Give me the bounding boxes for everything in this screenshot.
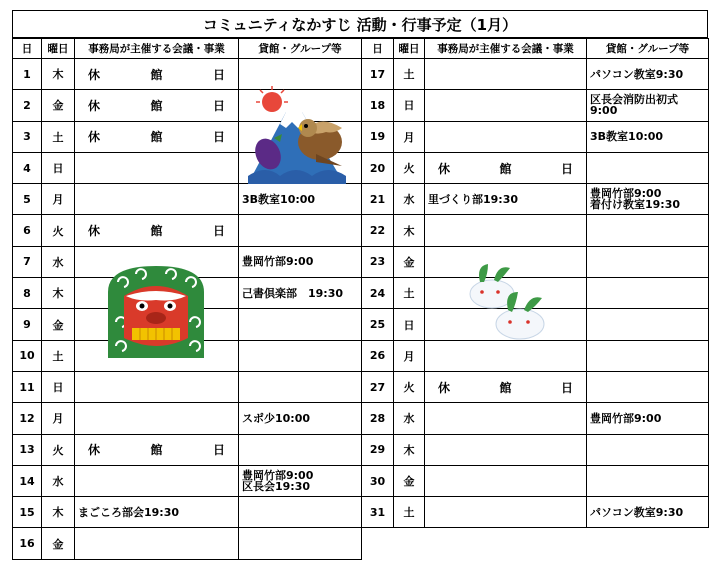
day-number: 31: [362, 497, 394, 528]
weekday-cell: 土: [42, 121, 75, 152]
rental-cell: [239, 340, 362, 371]
weekday-cell: 月: [394, 340, 425, 371]
rental-line: 区長会19:30: [242, 480, 311, 493]
header-events: 事務局が主催する会議・事業: [425, 39, 587, 59]
calendar-row: [13, 465, 362, 496]
calendar-row: [362, 434, 709, 465]
weekday-cell: 木: [42, 497, 75, 528]
day-number: 8: [13, 278, 42, 309]
day-number: 24: [362, 278, 394, 309]
event-cell: [425, 121, 587, 152]
header-weekday: 曜日: [42, 39, 75, 59]
weekday-cell: 水: [394, 403, 425, 434]
closed-char: 館: [150, 67, 163, 82]
weekday-cell: 日: [394, 309, 425, 340]
closed-char: 日: [212, 224, 225, 239]
day-number: 12: [13, 403, 42, 434]
closed-char: 休: [88, 67, 101, 82]
closed-char: 日: [212, 130, 225, 145]
closed-day-cell: [75, 121, 239, 152]
closed-char: 休: [438, 380, 451, 395]
closed-label: [78, 97, 235, 114]
weekday-cell: 金: [394, 465, 425, 496]
calendar-row: [13, 528, 362, 559]
day-number: 7: [13, 246, 42, 277]
event-cell: [425, 215, 587, 246]
weekday-cell: 金: [42, 90, 75, 121]
rental-cell: [587, 371, 709, 402]
rental-cell: [239, 215, 362, 246]
closed-day-cell: [75, 59, 239, 90]
weekday-cell: 土: [394, 59, 425, 90]
rental-line: 9:00: [590, 104, 618, 118]
header-weekday: 曜日: [394, 39, 425, 59]
rental-cell: [239, 309, 362, 340]
weekday-cell: 水: [42, 246, 75, 277]
rental-cell: [587, 465, 709, 496]
closed-day-cell: [75, 90, 239, 121]
day-number: 29: [362, 434, 394, 465]
calendar-row: [13, 184, 362, 215]
closed-char: 休: [438, 161, 451, 176]
calendar-row: [362, 497, 709, 528]
calendar-row: [362, 59, 709, 90]
closed-day-cell: [425, 371, 587, 402]
day-number: 17: [362, 59, 394, 90]
event-cell: 里づくり部19:30: [425, 184, 587, 215]
closed-char: 館: [499, 161, 512, 176]
rental-cell: [587, 246, 709, 277]
day-number: 21: [362, 184, 394, 215]
closed-char: 日: [212, 443, 225, 458]
closed-char: 休: [88, 130, 101, 145]
closed-label: [428, 160, 583, 177]
event-cell: [75, 528, 239, 559]
rental-cell: [239, 465, 362, 496]
rental-line: 区長会消防出初式: [590, 93, 678, 107]
day-number: 5: [13, 184, 42, 215]
day-number: 10: [13, 340, 42, 371]
event-cell: [75, 184, 239, 215]
day-number: 22: [362, 215, 394, 246]
header-rentals: 貸館・グループ等: [587, 39, 709, 59]
rental-cell: 豊岡竹部9:00: [239, 246, 362, 277]
calendar-row: [362, 403, 709, 434]
rental-cell: [239, 497, 362, 528]
day-number: 19: [362, 121, 394, 152]
table-header-row: [13, 39, 362, 59]
day-number: 4: [13, 152, 42, 183]
weekday-cell: 金: [394, 246, 425, 277]
closed-char: 館: [150, 98, 163, 113]
weekday-cell: 月: [42, 184, 75, 215]
day-number: 28: [362, 403, 394, 434]
day-number: 14: [13, 465, 42, 496]
closed-label: [78, 128, 235, 145]
day-number: 1: [13, 59, 42, 90]
rental-cell: パソコン教室9:30: [587, 59, 709, 90]
table-header-row: [362, 39, 709, 59]
rental-cell: [587, 90, 709, 121]
calendar-row: [362, 465, 709, 496]
event-cell: [75, 371, 239, 402]
weekday-cell: 月: [394, 121, 425, 152]
closed-char: 館: [499, 380, 512, 395]
day-number: 18: [362, 90, 394, 121]
closed-char: 日: [560, 380, 573, 395]
weekday-cell: 水: [394, 184, 425, 215]
rental-cell: 3B教室10:00: [239, 184, 362, 215]
closed-char: 日: [212, 67, 225, 82]
event-cell: [75, 152, 239, 183]
weekday-cell: 日: [42, 152, 75, 183]
event-cell: [425, 403, 587, 434]
rental-cell: [239, 434, 362, 465]
event-cell: [75, 403, 239, 434]
rental-cell: 3B教室10:00: [587, 121, 709, 152]
day-number: 25: [362, 309, 394, 340]
weekday-cell: 日: [42, 371, 75, 402]
page-title: コミュニティなかすじ 活動・行事予定（1月）: [12, 10, 708, 38]
weekday-cell: 火: [394, 152, 425, 183]
closed-day-cell: [75, 215, 239, 246]
weekday-cell: 木: [394, 434, 425, 465]
lion-dance-shishimai-illustration: [104, 262, 208, 362]
rental-cell: [239, 528, 362, 559]
header-day: 日: [13, 39, 42, 59]
day-number: 9: [13, 309, 42, 340]
day-number: 3: [13, 121, 42, 152]
calendar-row: [13, 497, 362, 528]
rental-cell: [587, 309, 709, 340]
closed-label: [78, 222, 235, 239]
event-cell: まごころ部会19:30: [75, 497, 239, 528]
rental-cell: [587, 278, 709, 309]
rental-cell: [587, 152, 709, 183]
day-number: 20: [362, 152, 394, 183]
day-number: 16: [13, 528, 42, 559]
weekday-cell: 月: [42, 403, 75, 434]
day-number: 26: [362, 340, 394, 371]
closed-char: 休: [88, 224, 101, 239]
closed-char: 日: [212, 98, 225, 113]
weekday-cell: 火: [42, 215, 75, 246]
weekday-cell: 金: [42, 528, 75, 559]
calendar-row: [362, 340, 709, 371]
rental-cell: [587, 340, 709, 371]
day-number: 13: [13, 434, 42, 465]
weekday-cell: 水: [42, 465, 75, 496]
event-cell: [75, 465, 239, 496]
event-cell: [425, 434, 587, 465]
calendar-row: [362, 152, 709, 183]
header-rentals: 貸館・グループ等: [239, 39, 362, 59]
calendar-row: [13, 215, 362, 246]
weekday-cell: 火: [394, 371, 425, 402]
weekday-cell: 木: [394, 215, 425, 246]
rental-cell: [587, 215, 709, 246]
day-number: 30: [362, 465, 394, 496]
rental-cell: スポ少10:00: [239, 403, 362, 434]
closed-char: 館: [150, 224, 163, 239]
rental-cell: パソコン教室9:30: [587, 497, 709, 528]
closed-label: [78, 66, 235, 83]
closed-char: 休: [88, 98, 101, 113]
day-number: 15: [13, 497, 42, 528]
rental-cell: [587, 434, 709, 465]
weekday-cell: 土: [394, 278, 425, 309]
day-number: 11: [13, 371, 42, 402]
header-events: 事務局が主催する会議・事業: [75, 39, 239, 59]
snow-rabbit-illustration: [464, 258, 550, 344]
closed-label: [78, 441, 235, 458]
event-cell: [425, 340, 587, 371]
calendar-row: [13, 434, 362, 465]
rental-line: 豊岡竹部9:00: [242, 469, 314, 482]
day-number: 23: [362, 246, 394, 277]
calendar-row: [362, 371, 709, 402]
weekday-cell: 土: [42, 340, 75, 371]
weekday-cell: 火: [42, 434, 75, 465]
rental-line: 着付け教室19:30: [590, 198, 681, 212]
weekday-cell: 木: [42, 278, 75, 309]
day-number: 2: [13, 90, 42, 121]
calendar-row: [13, 403, 362, 434]
fuji-hawk-eggplant-illustration: [246, 84, 350, 184]
closed-day-cell: [75, 434, 239, 465]
header-day: 日: [362, 39, 394, 59]
rental-cell: 己書倶楽部 19:30: [239, 278, 362, 309]
closed-label: [428, 379, 583, 396]
calendar-row: [362, 121, 709, 152]
calendar-row: [362, 184, 709, 215]
weekday-cell: 日: [394, 90, 425, 121]
closed-day-cell: [425, 152, 587, 183]
event-cell: [425, 59, 587, 90]
weekday-cell: 金: [42, 309, 75, 340]
calendar-row: [362, 90, 709, 121]
calendar-row: [13, 371, 362, 402]
rental-cell: [239, 371, 362, 402]
weekday-cell: 土: [394, 497, 425, 528]
closed-char: 館: [150, 130, 163, 145]
day-number: 27: [362, 371, 394, 402]
rental-cell: [587, 184, 709, 215]
rental-cell: 豊岡竹部9:00: [587, 403, 709, 434]
event-cell: [425, 465, 587, 496]
closed-char: 休: [88, 443, 101, 458]
weekday-cell: 木: [42, 59, 75, 90]
event-cell: [425, 497, 587, 528]
day-number: 6: [13, 215, 42, 246]
rental-line: 豊岡竹部9:00: [590, 187, 662, 201]
closed-char: 日: [560, 161, 573, 176]
closed-char: 館: [150, 443, 163, 458]
calendar-row: [362, 215, 709, 246]
event-cell: [425, 90, 587, 121]
